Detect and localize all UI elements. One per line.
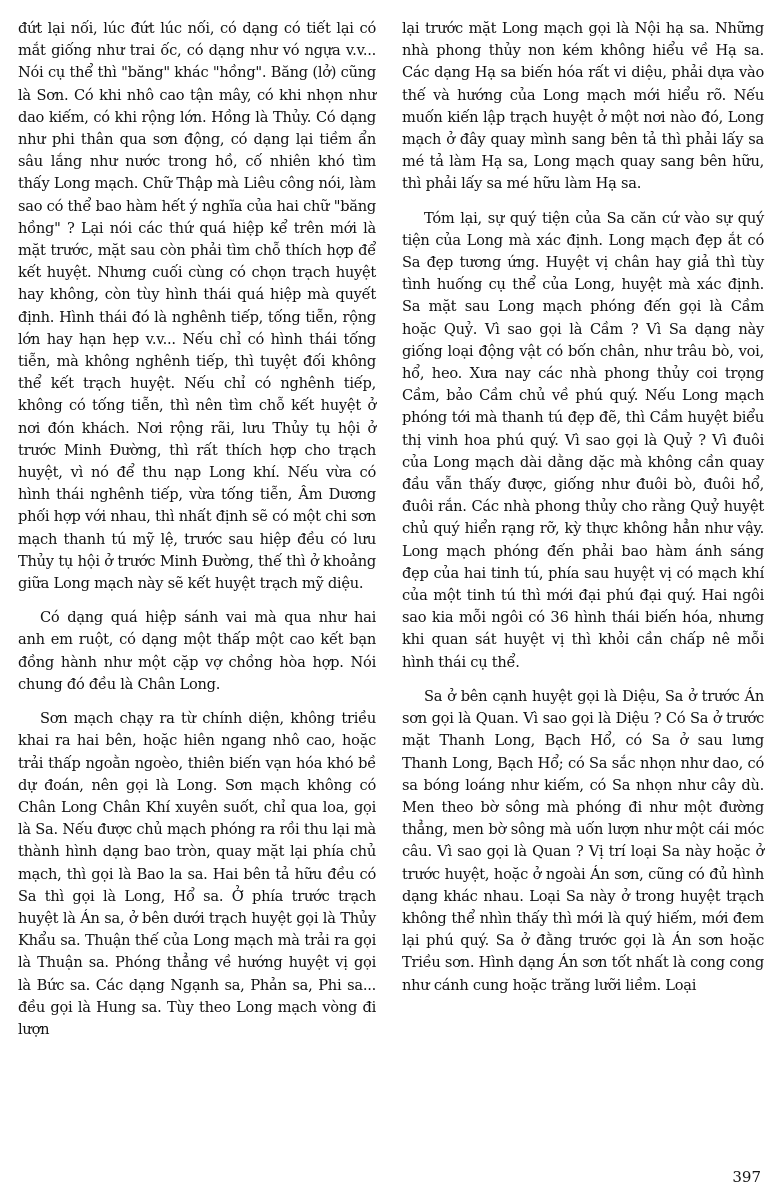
paragraph: Sa ở bên cạnh huyệt gọi là Diệu, Sa ở trước Án sơn gọi là Quan. Vì sao gọi là Diệu ? Có Sa ở trước mặt Thanh Long, Bạch Hổ, có Sa ở sau lưng Thanh Long, Bạch Hổ; có Sa sắc nhọn như dao, có sa bóng loáng như kiếm, có Sa nhọn như cây dù. Men theo bờ sông mà phóng đi như một đường thẳng, men bờ sông mà uốn lượn như một cái móc câu. Vì sao gọi là Quan ? Vị trí loại Sa này hoặc ở trước huyệt, hoặc ở ngoài Án sơn, cũng có đủ hình dạng khác nhau. Loại Sa này ở trong huyệt trạch không thể nhìn thấy thì mới là quý hiếm, mới đem lại phú quý. Sa ở đằng trước gọi là Án sơn hoặc Triều sơn. Hình dạng Án sơn tốt nhất là cong cong như cánh cung hoặc trăng lưỡi liềm. Loại (402, 687, 764, 994)
left-text-column (18, 18, 376, 1041)
paragraph: lại trước mặt Long mạch gọi là Nội hạ sa. Những nhà phong thủy non kém không hiểu về Hạ sa. Các dạng Hạ sa biến hóa rất vi diệu, phải dựa vào thế và hướng của Long mạch mới hiểu rõ. Nếu muốn kiến lập trạch huyệt ở một nơi nào đó, Long mạch ở đây quay mình sang bên tả thì phải lấy sa mé tả làm Hạ sa, Long mạch quay sang bên hữu, thì phải lấy sa mé hữu làm Hạ sa. (402, 20, 764, 193)
paragraph: Tóm lại, sự quý tiện của Sa căn cứ vào sự quý tiện của Long mà xác định. Long mạch đẹp ắt có Sa đẹp tương ứng. Huyệt vị chân hay giả thì tùy tình huống cụ thể của Long, huyệt mà xác định. Sa mặt sau Long mạch phóng đến gọi là Cầm hoặc Quỷ. Vì sao gọi là Cầm ? Vì Sa dạng này giống loại động vật có bốn chân, như trâu bò, voi, hổ, heo. Xưa nay các nhà phong thủy coi trọng Cầm, bảo Cầm chủ về phú quý. Nếu Long mạch phóng tới mà thanh tú đẹp đẽ, thì Cầm huyệt biểu thị vinh hoa phú quý. Vì sao gọi là Quỷ ? Vì đuôi của Long mạch dài dằng dặc mà không cần quay đầu vẫn thấy được, giống như đuôi bò, đuôi hổ, đuôi rắn. Các nhà phong thủy cho rằng Quỷ huyệt chủ quý hiển rạng rỡ, kỳ thực không hẳn như vậy. Long mạch phóng đến phải bao hàm ánh sáng đẹp của hai tinh tú, phía sau huyệt vị có mạch khí của một tinh tú thì mới đại phú đại quý. Hai ngôi sao kia mỗi ngôi có 36 hình thái biến hóa, nhưng khi quan sát huyệt vị thì khỏi cần chấp nê mỗi hình thái cụ thể. (402, 209, 764, 671)
paragraph: đứt lại nối, lúc đứt lúc nối, có dạng có tiết lại có mắt giống như trai ốc, có dạng như vó ngựa v.v... Nói cụ thể thì "băng" khác "hồng". Băng (lở) cũng là Sơn. Có khi nhô cao tận mây, có khi nhọn như dao kiếm, có khi rộng lớn. Hồng là Thủy. Có dạng như phi thân qua sơn động, có dạng lại tiềm ẩn sâu lắng như nước trong hồ, cố nhiên khó tìm thấy Long mạch. Chữ Thập mà Liêu công nói, làm sao có thể bao hàm hết ý nghĩa của hai chữ "băng hồng" ? Lại nói các thứ quá hiệp kể trên mới là mặt trước, mặt sau còn phải tìm chỗ thích hợp để kết huyệt. Nhưng cuối cùng có chọn trạch huyệt hay không, còn tùy hình thái quá hiệp mà quyết định. Hình thái đó là nghênh tiếp, tống tiễn, rộng lớn hay hạn hẹp v.v... Nếu chỉ có hình thái tống tiễn, mà không nghênh tiếp, thì tuyệt đối không thể kết trạch huyệt. Nếu chỉ có nghênh tiếp, không có tống tiễn, thì nên tìm chỗ kết huyệt ở nơi đón khách. Nơi rộng rãi, lưu Thủy tụ hội ở trước Minh Đường, thì rất thích hợp cho trạch huyệt, vì nó để thu nạp Long khí. Nếu vừa có hình thái nghênh tiếp, vừa tống tiễn, Âm Dương phối hợp với nhau, thì nhất định sẽ có một chi sơn mạch thanh tú mỹ lệ, trước sau hiệp đều có lưu Thủy tụ hội ở trước Minh Đường, thế thì ở khoảng giữa Long mạch này sẽ kết huyệt trạch mỹ diệu. (18, 20, 376, 593)
paragraph: Sơn mạch chạy ra từ chính diện, không triều khai ra hai bên, hoặc hiên ngang nhô cao, hoặc trải thấp ngoằn ngoèo, thiên biến vạn hóa khó bề dự đoán, nên gọi là Long. Sơn mạch không có Chân Long Chân Khí xuyên suốt, chỉ qua loa, gọi là Sa. Nếu được chủ mạch phóng ra rồi thu lại mà thành hình dạng bao tròn, quay mặt lại phía chủ mạch, thì gọi là Bao la sa. Hai bên tả hữu đều có Sa thì gọi là Long, Hổ sa. Ở phía trước trạch huyệt là Án sa, ở bên dưới trạch huyệt gọi là Thủy Khẩu sa. Thuận thế của Long mạch mà trải ra gọi là Thuận sa. Phóng thẳng về hướng huyệt vị gọi là Bức sa. Các dạng Ngạnh sa, Phản sa, Phi sa... đều gọi là Hung sa. Tùy theo Long mạch vòng đi lượn (18, 710, 376, 1038)
paragraph: Có dạng quá hiệp sánh vai mà qua như hai anh em ruột, có dạng một thấp một cao kết bạn đồng hành như một cặp vợ chồng hòa hợp. Nói chung đó đều là Chân Long. (18, 609, 376, 693)
right-text-column (402, 18, 764, 997)
page-number: 397 (732, 1168, 761, 1186)
